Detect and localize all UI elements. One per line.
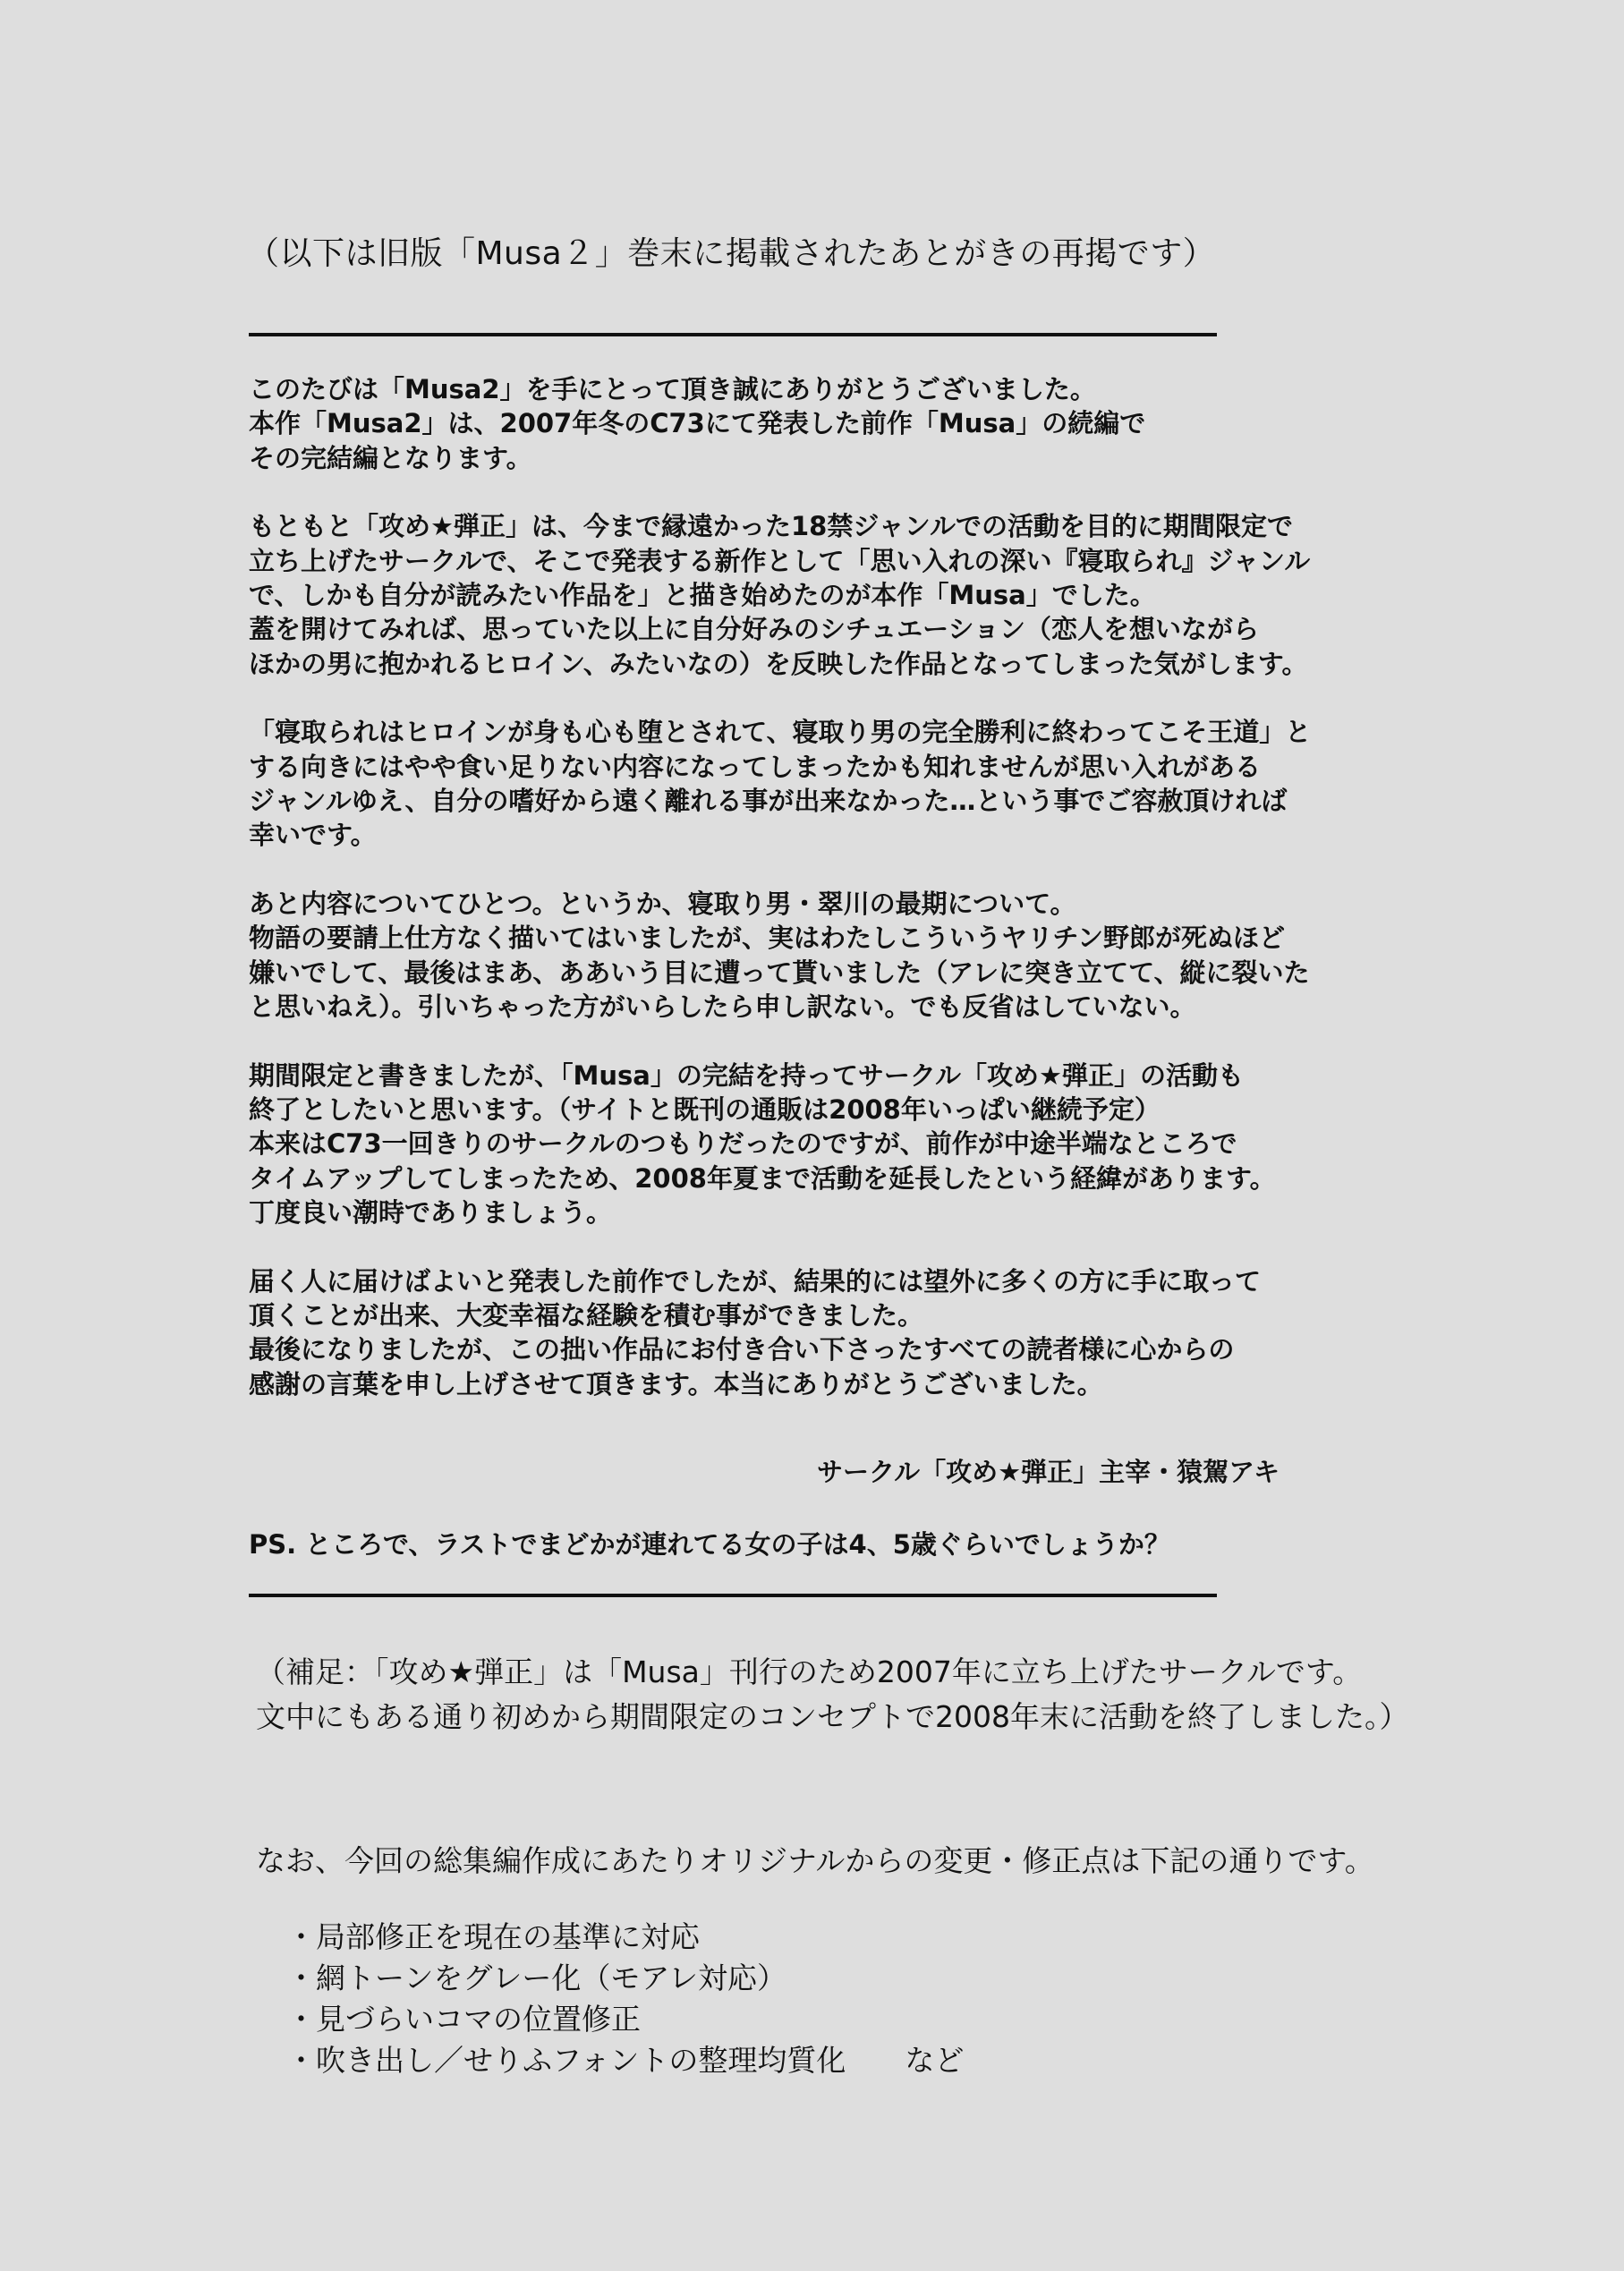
supplement-note bbox=[256, 1650, 1408, 1739]
text-line: 立ち上げたサークルで、そこで発表する新作として「思い入れの深い『寝取られ』ジャンル bbox=[249, 545, 1311, 576]
text-line: 感謝の言葉を申し上げさせて頂きます。本当にありがとうございました。 bbox=[249, 1368, 1103, 1399]
afterword-paragraph-4 bbox=[249, 887, 1403, 1025]
list-item: ・網トーンをグレー化（モアレ対応） bbox=[286, 1961, 787, 1995]
text-line: 丁度良い潮時でありましょう。 bbox=[249, 1197, 613, 1229]
intro-line: （以下は旧版「Musa２」巻末に掲載されたあとがきの再掲です） bbox=[247, 235, 1216, 272]
text-line: 終了としたいと思います。（サイトと既刊の通販は2008年いっぱい継続予定） bbox=[249, 1093, 1161, 1125]
text-line: 最後になりましたが、この拙い作品にお付き合い下さったすべての読者様に心からの bbox=[249, 1334, 1235, 1365]
afterword-paragraph-3 bbox=[249, 715, 1403, 853]
postscript: PS. ところで、ラストでまどかが連れてる女の子は4、5歳ぐらいでしょうか？ bbox=[249, 1529, 1170, 1560]
changes-intro: なお、今回の総集編作成にあたりオリジナルからの変更・修正点は下記の通りです。 bbox=[256, 1843, 1374, 1878]
text-line: と思いねえ）。引いちゃった方がいらしたら申し訳ない。でも反省はしていない。 bbox=[249, 991, 1196, 1023]
signature: サークル「攻め★弾正」主宰・猿駕アキ bbox=[817, 1457, 1280, 1487]
text-line: 届く人に届けばよいと発表した前作でしたが、結果的には望外に多くの方に手に取って bbox=[249, 1265, 1262, 1297]
text-line: ジャンルゆえ、自分の嗜好から遠く離れる事が出来なかった…という事でご容赦頂ければ bbox=[249, 786, 1288, 817]
text-line: する向きにはやや食い足りない内容になってしまったかも知れませんが思い入れがある bbox=[249, 751, 1262, 782]
afterword-paragraph-1 bbox=[249, 372, 1403, 475]
text-line: 「寝取られはヒロインが身も心も堕とされて、寝取り男の完全勝利に終わってこそ王道」と bbox=[249, 717, 1312, 748]
text-line: 期間限定と書きましたが、「Musa」の完結を持ってサークル「攻め★弾正」の活動も bbox=[249, 1059, 1244, 1091]
text-line: 物語の要請上仕方なく描いてはいましたが、実はわたしこういうヤリチン野郎が死ぬほど bbox=[249, 923, 1285, 954]
list-item: ・局部修正を現在の基準に対応 bbox=[286, 1919, 700, 1954]
text-line: その完結編となります。 bbox=[249, 442, 532, 473]
text-line: このたびは「Musa2」を手にとって頂き誠にありがとうございました。 bbox=[249, 374, 1096, 404]
text-line: 嫌いでして、最後はまあ、ああいう目に遭って貰いました（アレに突き立てて、縦に裂いた bbox=[249, 957, 1310, 988]
text-line: 本来はC73一回きりのサークルのつもりだったのですが、前作が中途半端なところで bbox=[249, 1128, 1237, 1160]
bottom-divider bbox=[249, 1594, 1217, 1597]
afterword-paragraph-5 bbox=[249, 1059, 1403, 1230]
afterword-body bbox=[249, 372, 1403, 1435]
text-line: タイムアップしてしまったため、2008年夏まで活動を延長したという経緯があります。 bbox=[249, 1162, 1276, 1194]
text-line: もともと「攻め★弾正」は、今まで縁遠かった18禁ジャンルでの活動を目的に期間限定で bbox=[249, 511, 1294, 542]
text-line: 蓋を開けてみれば、思っていた以上に自分好みのシチュエーション（恋人を想いながら bbox=[249, 614, 1259, 645]
list-item: ・吹き出し／せりふフォントの整理均質化 など bbox=[286, 2043, 965, 2078]
text-line: 頂くことが出来、大変幸福な経験を積む事ができました。 bbox=[249, 1299, 924, 1331]
afterword-paragraph-2 bbox=[249, 509, 1403, 681]
afterword-paragraph-6 bbox=[249, 1264, 1403, 1402]
text-line: 幸いです。 bbox=[249, 820, 377, 851]
text-line: あと内容についてひとつ。というか、寝取り男・翠川の最期について。 bbox=[249, 888, 1076, 919]
changes-list bbox=[286, 1917, 964, 2081]
text-line: ほかの男に抱かれるヒロイン、みたいなの）を反映した作品となってしまった気がします。 bbox=[249, 648, 1308, 679]
text-line: 文中にもある通り初めから期間限定のコンセプトで2008年末に活動を終了しました。） bbox=[256, 1699, 1409, 1734]
top-divider bbox=[249, 333, 1217, 336]
text-line: （補足：「攻め★弾正」は「Musa」刊行のため2007年に立ち上げたサークルです。 bbox=[256, 1654, 1363, 1689]
text-line: 本作「Musa2」は、2007年冬のC73にて発表した前作「Musa」の続編で bbox=[249, 408, 1146, 439]
list-item: ・見づらいコマの位置修正 bbox=[286, 2002, 641, 2037]
text-line: で、しかも自分が読みたい作品を」と描き始めたのが本作「Musa」でした。 bbox=[249, 580, 1156, 611]
